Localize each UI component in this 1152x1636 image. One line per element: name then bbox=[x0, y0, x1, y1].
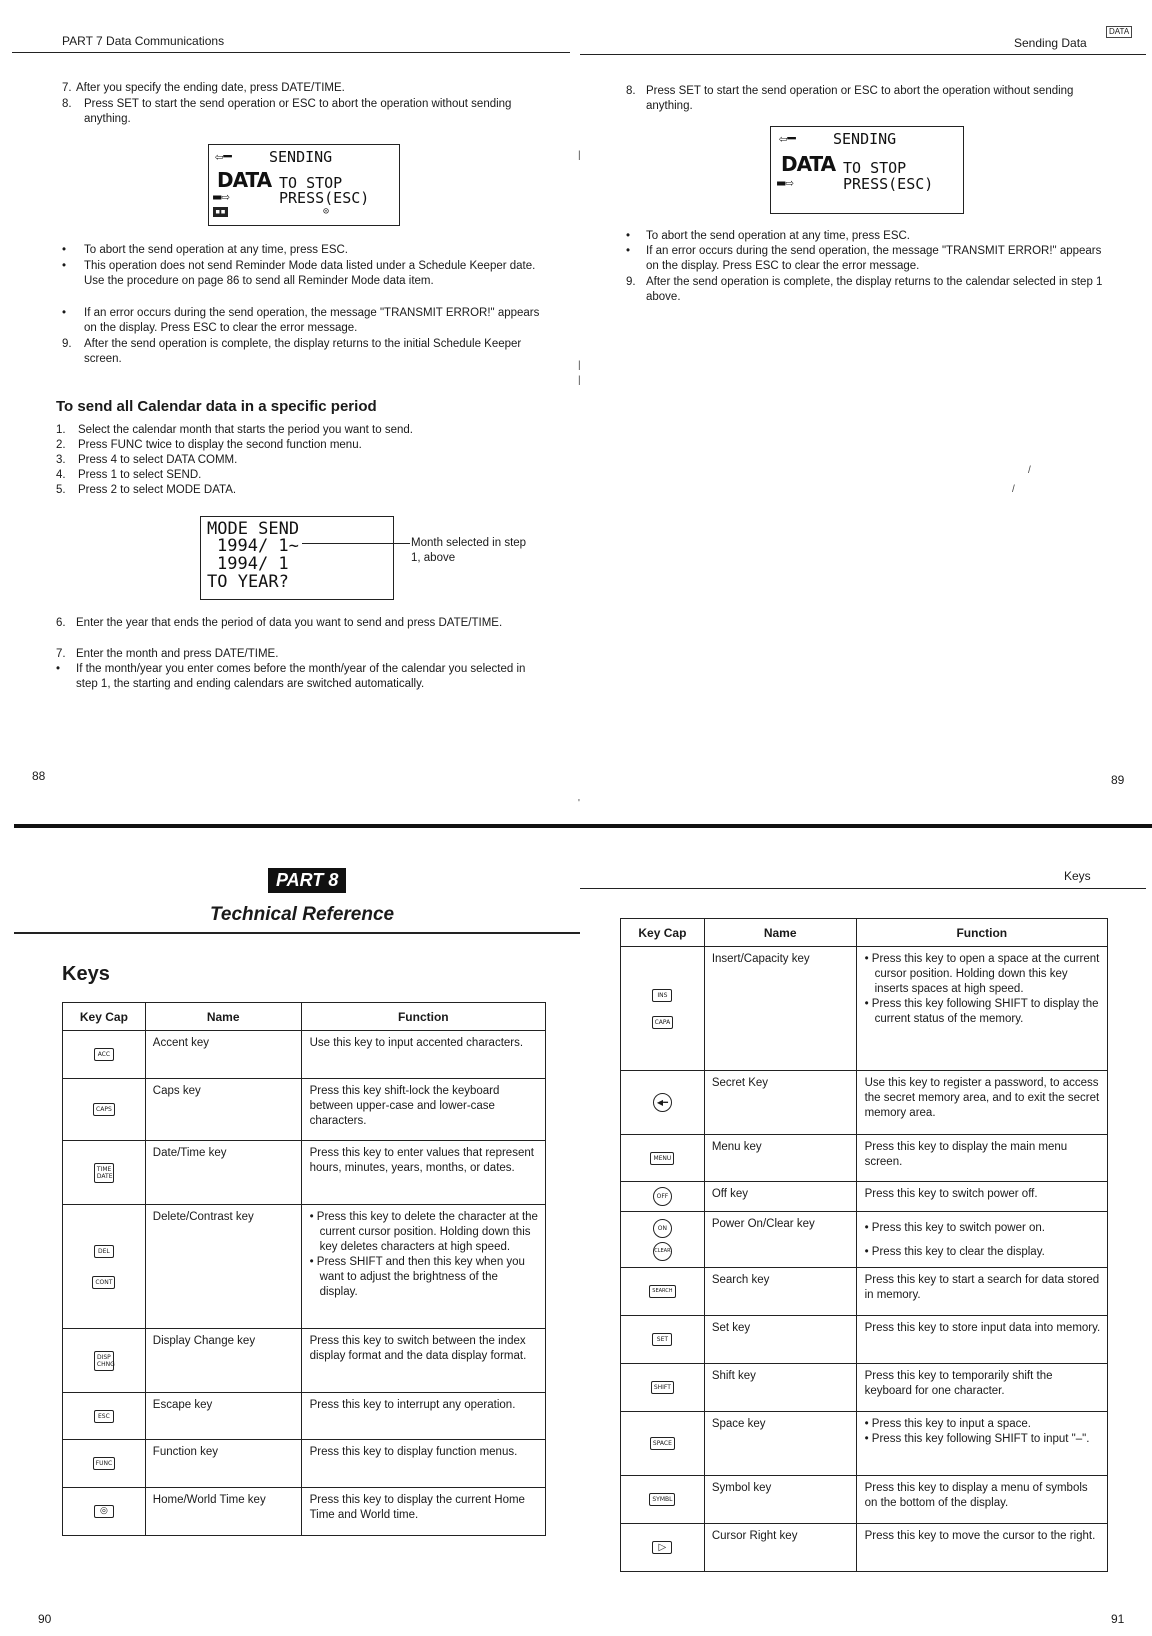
p89-lcd-sending: ⇦━ SENDING DATA TO STOP ▬⇨ PRESS(ESC) bbox=[770, 126, 964, 214]
table-row: OFF Off key Press this key to switch power off. bbox=[621, 1182, 1108, 1212]
table-row: INS CAPA Insert/Capacity key • Press this key to open a space at the current cursor position. Holding down this key inserts spaces at high speed. • Press this key following SHIFT to display the current status of the memory. bbox=[621, 947, 1108, 1071]
p88-step-9: 9. After the send operation is complete, the display returns to the initial Schedule Keeper screen. bbox=[62, 338, 522, 365]
table-row: FUNC Function key Press this key to display function menus. bbox=[63, 1440, 546, 1488]
spread-divider bbox=[14, 824, 1152, 828]
p88-bullet-switch: • If the month/year you enter comes before the month/year of the calendar you selected in step 1, the starting and ending calendars are switched automatically. bbox=[56, 663, 526, 690]
contrast-key-icon: CONT bbox=[92, 1276, 115, 1289]
ins-key-icon: INS bbox=[652, 989, 672, 1002]
shift-key-icon: SHIFT bbox=[651, 1381, 674, 1394]
page89-header: Sending Data bbox=[1014, 36, 1087, 50]
p88-period-step-1: 1. Select the calendar month that starts the period you want to send. bbox=[56, 424, 413, 436]
page91-header-rule bbox=[580, 888, 1146, 889]
space-key-icon: SPACE bbox=[650, 1437, 675, 1450]
table-row: ESC Escape key Press this key to interrupt any operation. bbox=[63, 1393, 546, 1440]
table-row: SEARCH Search key Press this key to start a search for data stored in memory. bbox=[621, 1268, 1108, 1316]
arrow-right-icon: ▬⇨ bbox=[213, 189, 230, 205]
page-number-88: 88 bbox=[32, 769, 46, 783]
data-corner-icon: DATA bbox=[1106, 26, 1132, 38]
p88-period-step-4: 4. Press 1 to select SEND. bbox=[56, 469, 202, 481]
page-number-89: 89 bbox=[1111, 773, 1125, 787]
home-world-time-key-icon: ◎ bbox=[94, 1505, 114, 1518]
data-logo: DATA bbox=[781, 152, 836, 176]
table-row: DISP CHNG Display Change key Press this key to switch between the index display format and the data display format. bbox=[63, 1329, 546, 1393]
arrow-plug-icon: ⇦━ bbox=[779, 131, 796, 147]
page88-header-rule bbox=[12, 52, 570, 53]
table-row: ◀━ Secret Key Use this key to register a password, to access the secret memory area, and to exit the secret memory area. bbox=[621, 1071, 1108, 1135]
on-key-icon: ON bbox=[653, 1219, 672, 1238]
p88-callout: Month selected in step 1, above bbox=[411, 537, 527, 564]
table-row: ON CLEAR Power On/Clear key • Press this key to switch power on. • Press this key to clear the display. bbox=[621, 1212, 1108, 1268]
p89-bullet-1: • To abort the send operation at any time, press ESC. bbox=[626, 230, 911, 242]
stray-mark: / bbox=[1012, 484, 1015, 495]
page91-header: Keys bbox=[1064, 869, 1091, 883]
table-row: SHIFT Shift key Press this key to temporarily shift the keyboard for one character. bbox=[621, 1364, 1108, 1412]
table-row: ACC Accent key Use this key to input accented characters. bbox=[63, 1031, 546, 1079]
page-number-91: 91 bbox=[1111, 1612, 1125, 1626]
menu-key-icon: MENU bbox=[650, 1152, 674, 1165]
search-key-icon: SEARCH bbox=[649, 1285, 675, 1298]
caps-indicator-icon: ▪▪ bbox=[215, 207, 226, 217]
p89-bullet-2: • If an error occurs during the send operation, the message "TRANSMIT ERROR!" appears on the display. Press ESC to clear the error message. bbox=[626, 245, 1102, 272]
col-header-function: Function bbox=[856, 919, 1107, 947]
p88-step-8: 8. Press SET to start the send operation or ESC to abort the operation without sending anything. bbox=[62, 98, 512, 125]
p88-period-step-3: 3. Press 4 to select DATA COMM. bbox=[56, 454, 238, 466]
page-number-90: 90 bbox=[38, 1612, 52, 1626]
func-key-icon: FUNC bbox=[93, 1457, 116, 1470]
p88-period-step-5: 5. Press 2 to select MODE DATA. bbox=[56, 484, 237, 496]
p89-step-9: 9. After the send operation is complete, the display returns to the calendar selected in step 1 above. bbox=[626, 276, 1103, 303]
data-logo: DATA bbox=[217, 168, 272, 192]
p88-step-7: 7. After you specify the ending date, press DATE/TIME. bbox=[62, 82, 345, 94]
esc-key-icon: ESC bbox=[94, 1410, 114, 1423]
p88-bullet-3: • If an error occurs during the send operation, the message "TRANSMIT ERROR!" appears on the display. Press ESC to clear the error message. bbox=[62, 307, 540, 334]
p88-bullet-2: • This operation does not send Reminder Mode data listed under a Schedule Keeper date. Use the procedure on page 86 to send all Reminder Mode data item. bbox=[62, 260, 536, 287]
table-row: MENU Menu key Press this key to display the main menu screen. bbox=[621, 1135, 1108, 1182]
p88-lcd-sending: ⇦━ SENDING DATA TO STOP ▬⇨ PRESS(ESC) ▪▪ ⊙ bbox=[208, 144, 400, 226]
gutter-mark: | bbox=[578, 375, 581, 386]
col-header-keycap: Key Cap bbox=[63, 1003, 146, 1031]
symbol-key-icon: SYMBL bbox=[649, 1493, 675, 1506]
del-key-icon: DEL bbox=[94, 1245, 114, 1258]
page89-header-rule bbox=[580, 54, 1146, 55]
gutter-mark: | bbox=[578, 360, 581, 371]
col-header-name: Name bbox=[704, 919, 856, 947]
capacity-key-icon: CAPA bbox=[652, 1016, 674, 1029]
table-row: ◎ Home/World Time key Press this key to display the current Home Time and World time. bbox=[63, 1488, 546, 1536]
cursor-right-key-icon: ▷ bbox=[652, 1541, 672, 1554]
table-row: CAPS Caps key Press this key shift-lock the keyboard between upper-case and lower-case characters. bbox=[63, 1079, 546, 1141]
part-badge: PART 8 bbox=[268, 868, 346, 893]
keys-table-p90 bbox=[62, 1002, 546, 1536]
p88-bullet-1: • To abort the send operation at any time, press ESC. bbox=[62, 244, 349, 256]
set-key-icon: SET bbox=[652, 1333, 672, 1346]
date-time-key-icon: TIME DATE bbox=[94, 1163, 114, 1183]
col-header-name: Name bbox=[145, 1003, 301, 1031]
table-row: DEL CONT Delete/Contrast key • Press this key to delete the character at the current cursor position. Holding down this key deletes characters at high speed. • Press SHIFT and then this key when you want to adjust the brightness of the display. bbox=[63, 1205, 546, 1329]
page88-header: PART 7 Data Communications bbox=[62, 34, 225, 48]
col-header-function: Function bbox=[301, 1003, 545, 1031]
p88-step-6: 6. Enter the year that ends the period of data you want to send and press DATE/TIME. bbox=[56, 617, 503, 629]
secret-key-icon: ◀━ bbox=[653, 1093, 672, 1112]
p88-lcd-mode-send: MODE SEND 1994/ 1~ 1994/ 1 TO YEAR? bbox=[200, 516, 394, 600]
keys-table-p91 bbox=[620, 918, 1108, 1572]
display-change-key-icon: DISP CHNG bbox=[94, 1351, 114, 1371]
p88-period-step-2: 2. Press FUNC twice to display the second function menu. bbox=[56, 439, 362, 451]
acc-key-icon: ACC bbox=[94, 1048, 114, 1061]
gutter-mark: | bbox=[578, 150, 581, 161]
gutter-mark: ' bbox=[578, 798, 580, 809]
off-key-icon: OFF bbox=[653, 1187, 672, 1206]
caps-key-icon: CAPS bbox=[93, 1103, 115, 1116]
table-row: TIME DATE Date/Time key Press this key to enter values that represent hours, minutes, years, months, or dates. bbox=[63, 1141, 546, 1205]
callout-leader-line bbox=[302, 543, 410, 544]
title-rule bbox=[14, 932, 580, 934]
table-row: ▷ Cursor Right key Press this key to move the cursor to the right. bbox=[621, 1524, 1108, 1572]
section-keys: Keys bbox=[62, 963, 110, 985]
p88-subheading: To send all Calendar data in a specific period bbox=[56, 398, 377, 415]
small-circle-icon: ⊙ bbox=[323, 206, 330, 217]
p88-step-7b: 7. Enter the month and press DATE/TIME. bbox=[56, 648, 279, 660]
clear-key-icon: CLEAR bbox=[653, 1242, 672, 1261]
arrow-plug-icon: ⇦━ bbox=[215, 149, 232, 165]
arrow-right-icon: ▬⇨ bbox=[777, 175, 794, 191]
p89-step-8: 8. Press SET to start the send operation or ESC to abort the operation without sending anything. bbox=[626, 85, 1074, 112]
col-header-keycap: Key Cap bbox=[621, 919, 705, 947]
table-row: SYMBL Symbol key Press this key to display a menu of symbols on the bottom of the display. bbox=[621, 1476, 1108, 1524]
page90-title: Technical Reference bbox=[210, 904, 395, 925]
table-row: SPACE Space key • Press this key to input a space. • Press this key following SHIFT to input "–". bbox=[621, 1412, 1108, 1476]
table-row: SET Set key Press this key to store input data into memory. bbox=[621, 1316, 1108, 1364]
stray-mark: / bbox=[1028, 465, 1031, 476]
